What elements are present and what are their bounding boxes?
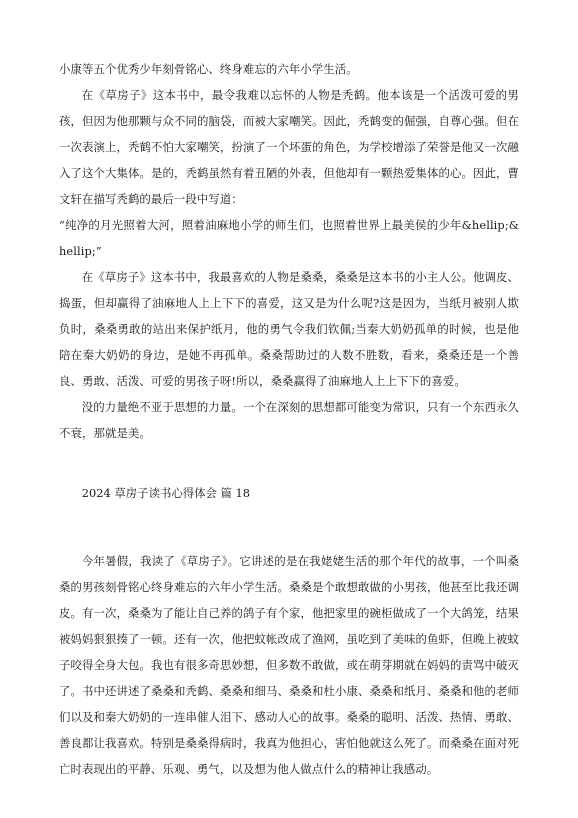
section-heading: 2024 草房子读书心得体会 篇 18: [81, 486, 251, 500]
paragraph-sangsang: 在《草房子》这本书中，我最喜欢的人物是桑桑，桑桑是这本书的小主人公。他调皮、捣蛋，但却赢得了油麻地人上上下下的喜爱，这又是为什么呢?这是因为，当纸月被别人欺负时，桑桑勇敢的站出来保护纸月，他的勇气令我们钦佩;当秦大奶奶孤单的时候，也是他陪在秦大奶奶的身边，是她不再孤单。桑桑帮助过的人数不胜数，看来，桑桑还是一个善良、勇敢、活泼、可爱的男孩子呀!所以，桑桑赢得了油麻地人上上下下的喜爱。: [59, 270, 519, 388]
paragraph-quote: “纯净的月光照着大河，照着油麻地小学的师生们，也照着世界上最美侯的少年&hellip;&hellip;”: [59, 218, 519, 258]
paragraph-summer-reading: 今年暑假，我读了《草房子》。它讲述的是在我姥姥生活的那个年代的故事，一个叫桑桑的男孩刻骨铭心终身难忘的六年小学生活。桑桑是个敢想敢做的小男孩，他甚至比我还调皮。有一次，桑桑为了能让自己养的鸽子有个家，他把家里的碗柜做成了一个大鸽笼，结果被妈妈狠狠揍了一顿。还有一次，他把蚊帐改成了渔网，虽吃到了美味的鱼虾，但晚上被蚊子咬得全身大包。我也有很多奇思妙想，但多数不敢做，或在萌芽期就在妈妈的责骂中破灭了。书中还讲述了桑桑和秃鹤、桑桑和细马、桑桑和杜小康、桑桑和纸月、桑桑和他的老师们以及和秦大奶奶的一连串催人泪下、感动人心的故事。桑桑的聪明、活泼、热情、勇敢、善良都让我喜欢。特别是桑桑得病时，我真为他担心，害怕他就这么死了。而桑桑在面对死亡时表现出的平静、乐观、勇气，以及想为他人做点什么的精神让我感动。: [59, 554, 519, 776]
paragraph-continuation: 小康等五个优秀少年刻骨铭心、终身难忘的六年小学生活。: [59, 62, 358, 76]
section-spacer: [59, 446, 519, 480]
paragraph-beauty: 没的力量绝不亚于思想的力量。一个在深刻的思想都可能变为常识，只有一个东西永久不衰，那就是美。: [59, 400, 519, 440]
document-page: [59, 56, 519, 782]
section-spacer-2: [59, 506, 519, 548]
paragraph-bald-crane: 在《草房子》这本书中，最令我难以忘怀的人物是秃鹤。他本该是一个活泼可爱的男孩，但因为他那颗与众不同的脑袋，而被大家嘲笑。因此，秃鹤变的倔强，自尊心强。但在一次表演上，秃鹤不怕大家嘲笑，扮演了一个坏蛋的角色，为学校增添了荣誉是他又一次融入了这个大集体。是的，秃鹤虽然有着丑陋的外表，但他却有一颗热爱集体的心。因此，曹文轩在描写秃鹤的最后一段中写道：: [59, 88, 519, 206]
